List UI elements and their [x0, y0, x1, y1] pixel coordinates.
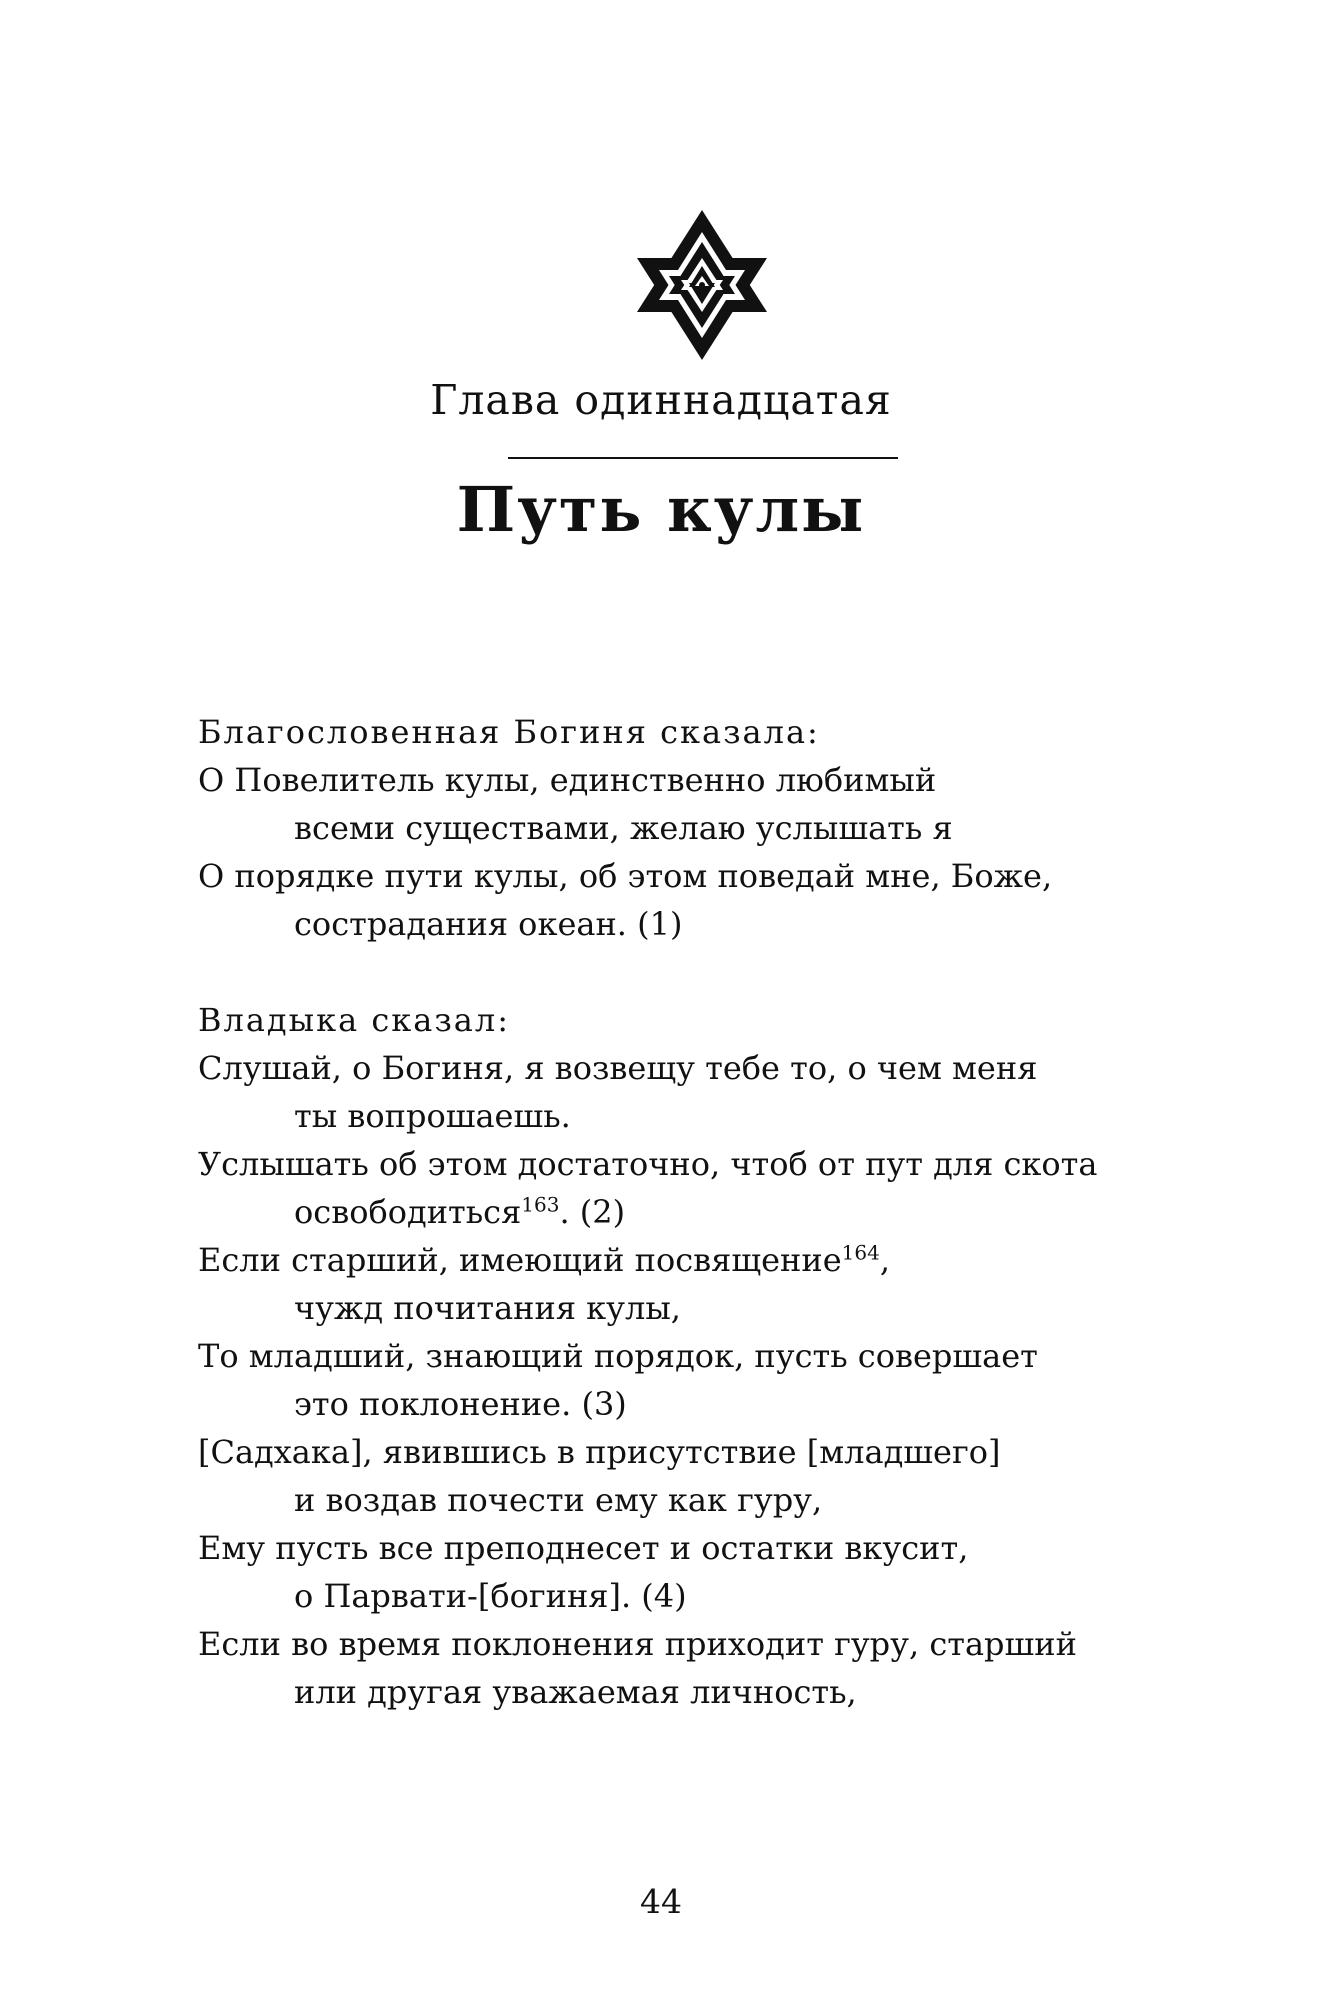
- speaker-line: Благословенная Богиня сказала:: [198, 713, 820, 751]
- verse-line: всеми существами, желаю услышать я: [294, 809, 953, 847]
- verse-line: это поклонение. (3): [294, 1385, 627, 1423]
- verse-line: О Повелитель кулы, единственно любимый: [198, 761, 937, 799]
- verse-line: Услышать об этом достаточно, чтоб от пут для скота: [198, 1145, 1098, 1183]
- verse-line: То младший, знающий порядок, пусть совершает: [198, 1337, 1038, 1375]
- verse-text-fragment: ,: [879, 1241, 890, 1279]
- verse-line: [198, 1236, 1198, 1284]
- verse-text-fragment: . (2): [559, 1193, 626, 1231]
- title-divider: [508, 457, 898, 459]
- verse-line: о Парвати-[богиня]. (4): [294, 1577, 687, 1615]
- verse-line: [198, 1188, 1198, 1236]
- page-number: 44: [640, 1882, 682, 1921]
- verse-line: Слушай, о Богиня, я возвещу тебе то, о чем меня: [198, 1049, 1038, 1087]
- sri-yantra-ornament-icon: [631, 210, 773, 360]
- verse-line: Если во время поклонения приходит гуру, старший: [198, 1625, 1077, 1663]
- footnote-ref-163[interactable]: 163: [521, 1192, 560, 1217]
- verse-line: ты вопрошаешь.: [294, 1097, 571, 1135]
- verse-text-fragment: освободиться: [294, 1193, 522, 1231]
- verse-line: чужд почитания кулы,: [294, 1289, 681, 1327]
- speaker-line: Владыка сказал:: [198, 1001, 510, 1039]
- verse-line: и воздав почести ему как гуру,: [294, 1481, 823, 1519]
- verse-line: сострадания океан. (1): [294, 905, 683, 943]
- chapter-title: Путь кулы: [456, 473, 866, 546]
- footnote-ref-164[interactable]: 164: [841, 1240, 880, 1265]
- chapter-number-label: Глава одиннадцатая: [430, 376, 892, 424]
- verse-text-fragment: Если старший, имеющий посвящение: [198, 1241, 842, 1279]
- verse-text: [198, 708, 1198, 1716]
- verse-line: или другая уважаемая личность,: [294, 1673, 857, 1711]
- verse-line: О порядке пути кулы, об этом поведай мне, Боже,: [198, 857, 1053, 895]
- verse-line: Ему пусть все преподнесет и остатки вкусит,: [198, 1529, 969, 1567]
- verse-line: [Садхака], явившись в присутствие [младшего]: [198, 1433, 1001, 1471]
